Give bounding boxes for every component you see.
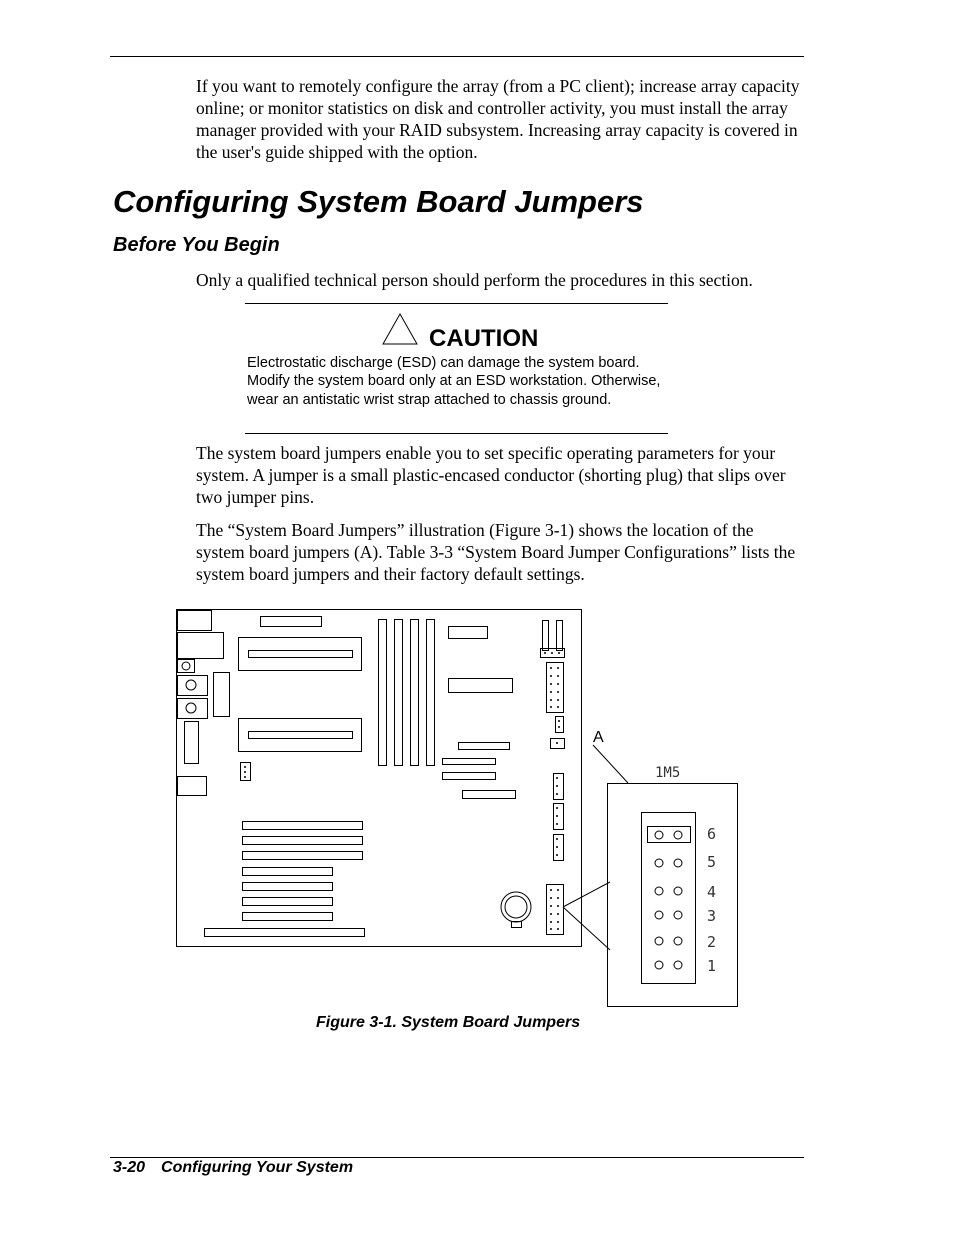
caution-bottom-rule	[245, 433, 668, 434]
pin-number-label: 1	[707, 957, 717, 975]
figure-reference-paragraph: The “System Board Jumpers” illustration (Figure 3-1) shows the location of the system board jumpers (A). Table 3-3 “System Board Jumper Configurations” lists the system board jumpers and their factory default settings.	[196, 520, 796, 584]
memory-slots	[379, 620, 435, 766]
header-rule	[110, 56, 804, 57]
pin-number-label: 2	[707, 933, 717, 951]
page-footer	[113, 1158, 353, 1178]
pin-number-label: 5	[707, 853, 717, 871]
pin-number-label: 6	[707, 825, 717, 843]
caution-body: Electrostatic discharge (ESD) can damage the system board. Modify the system board only at an ESD workstation. Otherwise, wear an antistatic wrist strap attached to chassis ground.	[247, 355, 661, 408]
expansion-slots	[205, 822, 365, 937]
subsection-title: Before You Begin	[113, 234, 280, 256]
caution-title: CAUTION	[429, 325, 539, 352]
battery	[501, 892, 531, 928]
zoom-callout-lines	[563, 745, 628, 950]
section-title: Configuring System Board Jumpers	[113, 184, 644, 219]
warning-triangle-icon	[381, 312, 419, 346]
callout-label: A	[593, 729, 604, 746]
onboard-connectors	[185, 617, 516, 799]
figure-caption: Figure 3-1. System Board Jumpers	[316, 1014, 581, 1031]
chapter-title: Configuring Your System	[161, 1159, 354, 1176]
qualified-note: Only a qualified technical person should perform the procedures in this section.	[196, 270, 753, 290]
pin-number-label: 3	[707, 907, 717, 925]
intro-paragraph: If you want to remotely configure the array (from a PC client); increase array capacity online; or monitor statistics on disk and controller activity, you must install the array manager provided with your RAID subsystem. Increasing array capacity is covered in the user's guide shipped with the option.	[196, 76, 800, 162]
jumper-name-label: 1M5	[655, 765, 681, 781]
rear-io-connectors	[178, 611, 224, 796]
caution-top-rule	[245, 303, 668, 304]
jumper-detail-panel	[608, 784, 738, 1007]
system-board-figure	[170, 600, 750, 1020]
page-number: 3-20	[113, 1159, 146, 1176]
header-blocks	[541, 621, 565, 935]
pin-number-label: 4	[707, 883, 717, 901]
jumpers-paragraph: The system board jumpers enable you to set specific operating parameters for your system. A jumper is a small plastic-encased conductor (shorting plug) that slips over two jumper pins.	[196, 443, 786, 507]
